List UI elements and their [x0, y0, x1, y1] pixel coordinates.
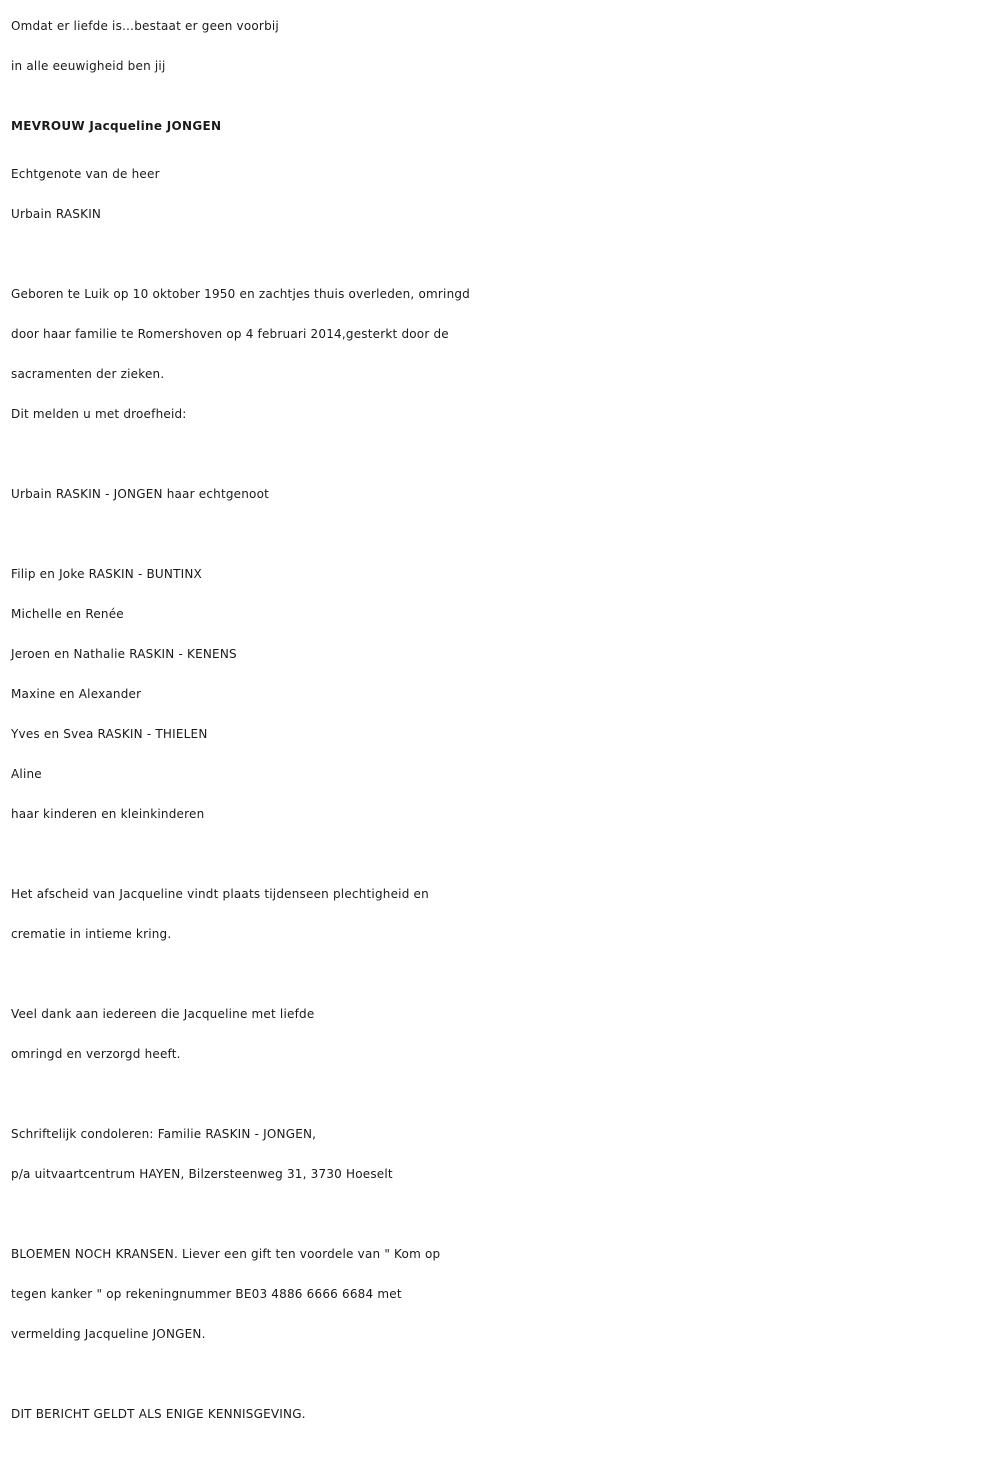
thanks-block — [11, 994, 996, 1074]
spacer — [11, 954, 996, 994]
spacer — [11, 1354, 996, 1394]
family-line-3: Jeroen en Nathalie RASKIN - KENENS — [11, 647, 237, 661]
announcement-line-2: door haar familie te Romershoven op 4 februari 2014,gesterkt door de — [11, 327, 449, 341]
family-list — [11, 554, 996, 834]
spouse-line-2: Urbain RASKIN — [11, 207, 102, 221]
notice-line: DIT BERICHT GELDT ALS ENIGE KENNISGEVING. — [11, 1407, 306, 1421]
family-line-2: Michelle en Renée — [11, 607, 124, 621]
family-line-4: Maxine en Alexander — [11, 687, 142, 701]
spacer — [11, 1074, 996, 1114]
family-line-5: Yves en Svea RASKIN - THIELEN — [11, 727, 208, 741]
announcement-line-1: Geboren te Luik op 10 oktober 1950 en zachtjes thuis overleden, omringd — [11, 287, 471, 301]
family-line-7: haar kinderen en kleinkinderen — [11, 807, 205, 821]
condolences-line-2: p/a uitvaartcentrum HAYEN, Bilzersteenweg 31, 3730 Hoeselt — [11, 1167, 393, 1181]
spacer — [11, 1194, 996, 1234]
spacer — [11, 234, 996, 274]
spacer — [11, 514, 996, 554]
condolences-line-1: Schriftelijk condoleren: Familie RASKIN - JONGEN, — [11, 1127, 317, 1141]
motto-line-1: Omdat er liefde is…bestaat er geen voorbij — [11, 19, 279, 33]
announcement-line-4: Dit melden u met droefheid: — [11, 407, 187, 421]
thanks-line-2: omringd en verzorgd heeft. — [11, 1047, 181, 1061]
thanks-line-1: Veel dank aan iedereen die Jacqueline met liefde — [11, 1007, 315, 1021]
condolences-block — [11, 1114, 996, 1194]
motto-line-2: in alle eeuwigheid ben jij — [11, 59, 166, 73]
family-line-6: Aline — [11, 767, 42, 781]
flowers-block — [11, 1234, 996, 1354]
motto — [11, 6, 996, 86]
farewell-block — [11, 874, 996, 954]
family-line-1: Filip en Joke RASKIN - BUNTINX — [11, 567, 202, 581]
announcement-line-3: sacramenten der zieken. — [11, 367, 165, 381]
deceased-name-title: MEVROUW Jacqueline JONGEN — [11, 119, 222, 133]
farewell-line-1: Het afscheid van Jacqueline vindt plaats tijdenseen plechtigheid en — [11, 887, 429, 901]
flowers-line-2: tegen kanker " op rekeningnummer BE03 4886 6666 6684 met — [11, 1287, 402, 1301]
spacer — [11, 434, 996, 474]
farewell-line-2: crematie in intieme kring. — [11, 927, 172, 941]
spouse-line-1: Echtgenote van de heer — [11, 167, 160, 181]
flowers-line-1: BLOEMEN NOCH KRANSEN. Liever een gift ten voordele van " Kom op — [11, 1247, 441, 1261]
spacer — [11, 834, 996, 874]
announcement-block — [11, 274, 996, 434]
obituary-notice — [11, 0, 996, 1434]
flowers-line-3: vermelding Jacqueline JONGEN. — [11, 1327, 206, 1341]
spouse-block — [11, 154, 996, 234]
husband-line: Urbain RASKIN - JONGEN haar echtgenoot — [11, 487, 270, 501]
